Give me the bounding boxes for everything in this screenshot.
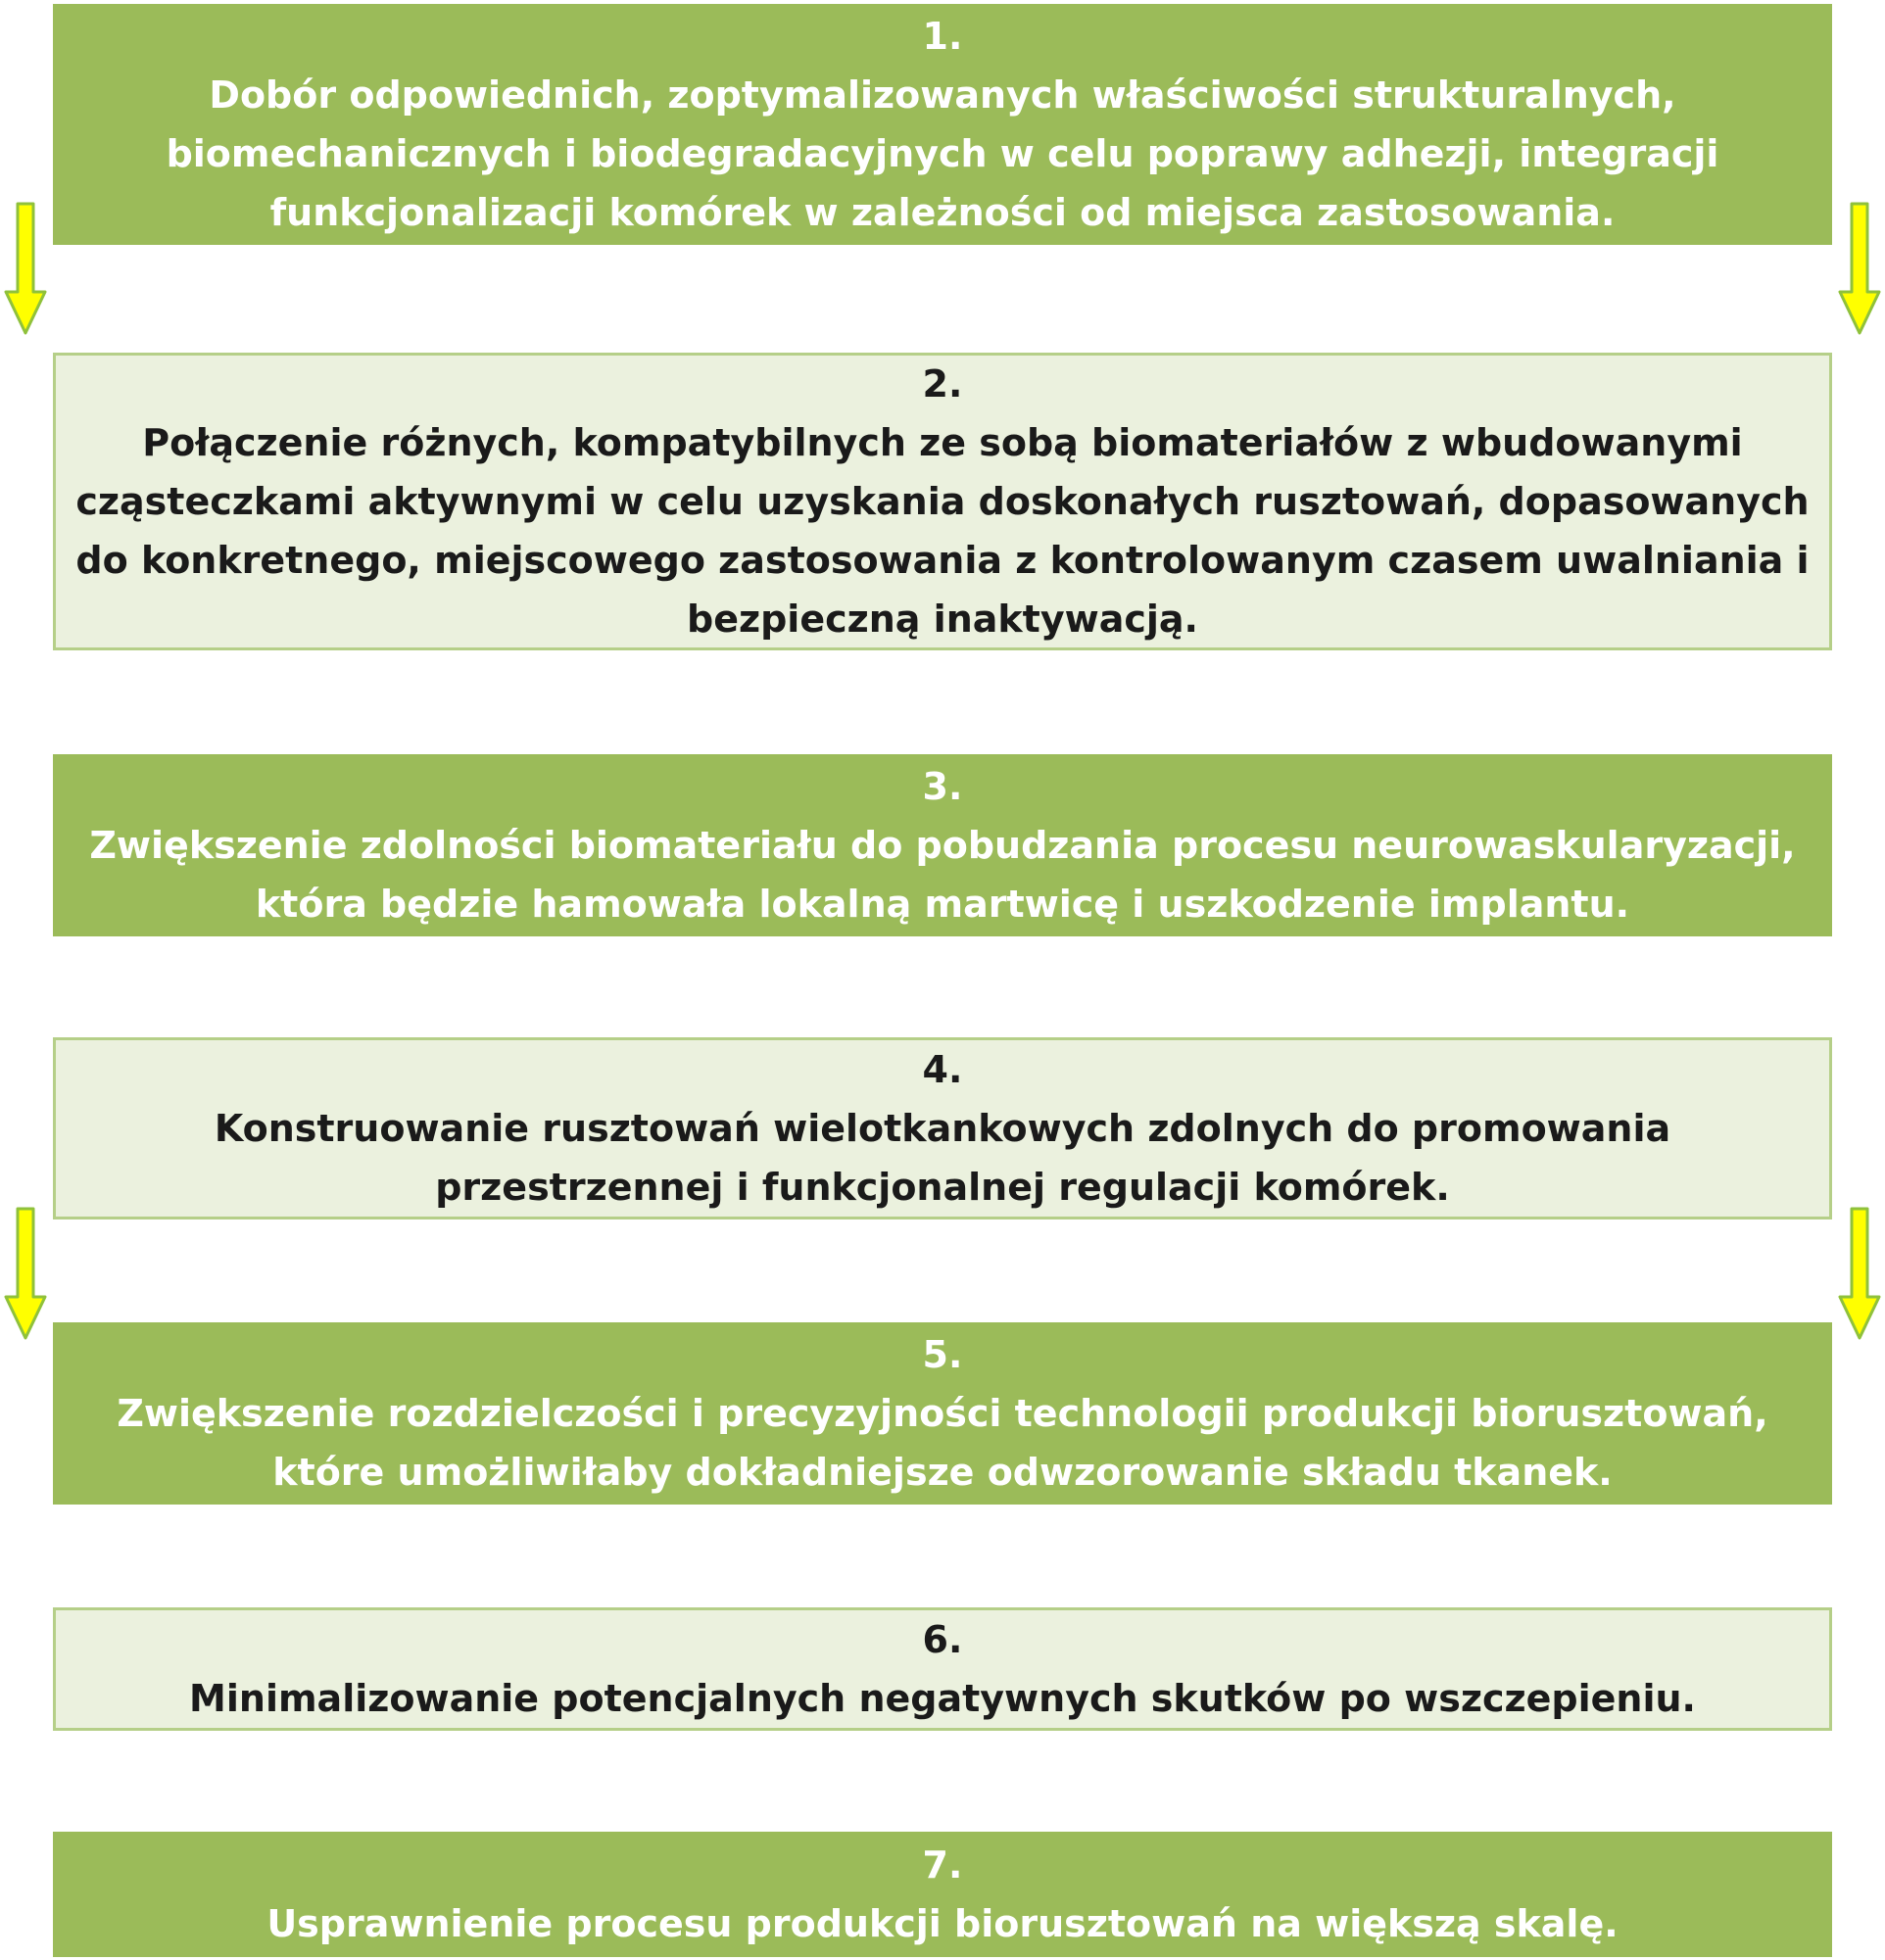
step-4-number: 4.	[922, 1048, 963, 1091]
step-6-number: 6.	[922, 1618, 963, 1661]
step-3-text: Zwiększenie zdolności biomateriału do pobudzania procesu neurowaskularyzacji, która będzie hamowała lokalną martwicę i uszkodzenie implantu.	[89, 824, 1796, 926]
step-7-number: 7.	[922, 1843, 963, 1887]
step-6-box	[53, 1607, 1832, 1731]
step-2-text: Połączenie różnych, kompatybilnych ze sobą biomateriałów z wbudowanymi cząsteczkami aktywnymi w celu uzyskania doskonałych rusztowań, dopasowanych do konkretnego, miejscowego zastosowania z kontrolowanym czasem uwalniania i bezpieczną inaktywacją.	[75, 421, 1810, 641]
step-3-number: 3.	[922, 765, 963, 808]
step-2-number: 2.	[922, 362, 963, 406]
down-arrow-icon	[4, 1207, 47, 1340]
step-5-box	[53, 1322, 1832, 1505]
step-7-box	[53, 1832, 1832, 1957]
step-2-box	[53, 353, 1832, 650]
step-1-text: Dobór odpowiednich, zoptymalizowanych właściwości strukturalnych, biomechanicznych i biodegradacyjnych w celu poprawy adhezji, integracji funkcjonalizacji komórek w zależności od miejsca zastosowania.	[166, 73, 1719, 234]
step-4-text: Konstruowanie rusztowań wielotkankowych zdolnych do promowania przestrzennej i funkcjonalnej regulacji komórek.	[214, 1107, 1671, 1209]
down-arrow-icon	[4, 202, 47, 335]
step-1-number: 1.	[922, 15, 963, 58]
step-1-box	[53, 4, 1832, 245]
down-arrow-icon	[1838, 202, 1881, 335]
down-arrow-icon	[1838, 1207, 1881, 1340]
step-6-text: Minimalizowanie potencjalnych negatywnych skutków po wszczepieniu.	[189, 1677, 1696, 1720]
step-4-box	[53, 1037, 1832, 1219]
step-5-number: 5.	[922, 1333, 963, 1376]
step-7-text: Usprawnienie procesu produkcji biorusztowań na większą skalę.	[266, 1902, 1619, 1945]
step-5-text: Zwiększenie rozdzielczości i precyzyjności technologii produkcji biorusztowań, które umożliwiłaby dokładniejsze odwzorowanie składu tkanek.	[117, 1392, 1768, 1494]
step-3-box	[53, 754, 1832, 936]
